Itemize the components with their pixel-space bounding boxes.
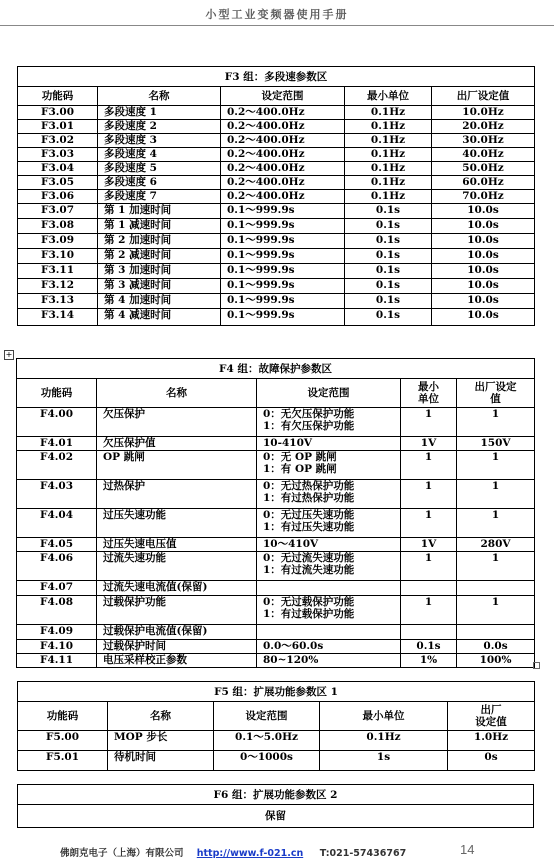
table-row <box>17 451 535 480</box>
table-cell: F3.10 <box>18 249 98 264</box>
column-header: 出厂设定 值 <box>457 379 535 408</box>
table-row <box>18 204 535 219</box>
table-row <box>18 309 535 326</box>
table-cell: 30.0Hz <box>432 134 535 148</box>
f3-caption: F3 组：多段速参数区 <box>18 67 535 87</box>
table-cell: 第 4 加速时间 <box>98 294 221 309</box>
f6-caption: F6 组：扩展功能参数区 2 <box>18 785 534 805</box>
table-cell: 150V <box>457 437 535 451</box>
table-cell: F4.09 <box>17 625 97 640</box>
header-rule <box>0 25 554 26</box>
table-cell: 0：无过流失速功能 1：有过流失速功能 <box>257 552 401 581</box>
table-cell: 0.1Hz <box>345 134 432 148</box>
column-header: 设定范围 <box>221 87 345 106</box>
table-row <box>17 437 535 451</box>
table-cell: 多段速度 1 <box>98 106 221 120</box>
column-header: 最小单位 <box>320 702 448 731</box>
column-header: 出厂 设定值 <box>448 702 535 731</box>
table-cell: F4.06 <box>17 552 97 581</box>
table-cell: 40.0Hz <box>432 148 535 162</box>
page-footer <box>60 845 406 859</box>
table-cell: F4.04 <box>17 509 97 538</box>
table-cell: F3.12 <box>18 279 98 294</box>
table-cell: 0.2～400.0Hz <box>221 148 345 162</box>
table-resize-handle-icon[interactable] <box>533 662 540 669</box>
column-header: 功能码 <box>17 379 97 408</box>
table-cell: F3.08 <box>18 219 98 234</box>
table-cell: 1 <box>457 480 535 509</box>
table-cell <box>457 581 535 596</box>
table-cell: 10.0s <box>432 219 535 234</box>
table-cell: 0.1s <box>345 264 432 279</box>
table-row <box>17 654 535 668</box>
table-cell: 第 3 减速时间 <box>98 279 221 294</box>
table-row <box>18 134 535 148</box>
table-cell: F3.09 <box>18 234 98 249</box>
table-cell: 第 1 加速时间 <box>98 204 221 219</box>
table-cell: 0.1Hz <box>320 731 448 751</box>
table-cell: 欠压保护值 <box>97 437 257 451</box>
footer-company: 佛朗克电子（上海）有限公司 <box>60 848 184 859</box>
table-cell <box>401 625 457 640</box>
f4-caption: F4 组：故障保护参数区 <box>17 359 535 379</box>
table-row <box>17 480 535 509</box>
f6-body: 保留 <box>18 805 534 828</box>
table-cell: F4.11 <box>17 654 97 668</box>
table-cell: F3.02 <box>18 134 98 148</box>
table-cell: 多段速度 3 <box>98 134 221 148</box>
f4-parameter-table <box>16 358 535 668</box>
table-cell: 0.1～999.9s <box>221 264 345 279</box>
column-header: 最小单位 <box>345 87 432 106</box>
table-cell: 0.1～999.9s <box>221 204 345 219</box>
table-cell: 0.0s <box>457 640 535 654</box>
table-cell: F3.01 <box>18 120 98 134</box>
table-cell: 0：无 OP 跳闸 1：有 OP 跳闸 <box>257 451 401 480</box>
table-row <box>18 190 535 204</box>
table-cell: F3.13 <box>18 294 98 309</box>
table-cell: F3.04 <box>18 162 98 176</box>
table-row <box>18 106 535 120</box>
table-row <box>17 596 535 625</box>
table-cell: 10.0s <box>432 234 535 249</box>
f5-caption: F5 组：扩展功能参数区 1 <box>18 682 535 702</box>
table-row <box>18 264 535 279</box>
table-cell: 280V <box>457 538 535 552</box>
table-cell <box>257 625 401 640</box>
table-cell: F3.07 <box>18 204 98 219</box>
table-cell: F5.00 <box>18 731 108 751</box>
table-cell: 0.1s <box>345 294 432 309</box>
table-cell: 过载保护电流值(保留) <box>97 625 257 640</box>
table-cell: 1 <box>401 596 457 625</box>
table-row <box>17 408 535 437</box>
table-cell: 第 2 减速时间 <box>98 249 221 264</box>
table-cell: 1s <box>320 751 448 771</box>
table-cell: 1V <box>401 437 457 451</box>
column-header: 功能码 <box>18 87 98 106</box>
table-move-handle-icon[interactable]: + <box>5 350 13 359</box>
table-row <box>18 279 535 294</box>
table-header-row <box>18 702 535 731</box>
table-row <box>18 294 535 309</box>
table-cell: F3.14 <box>18 309 98 326</box>
table-cell: 10.0s <box>432 249 535 264</box>
table-cell: F3.03 <box>18 148 98 162</box>
table-cell: 0.1～999.9s <box>221 219 345 234</box>
table-cell: 0：无过压失速功能 1：有过压失速功能 <box>257 509 401 538</box>
table-cell: 0.2～400.0Hz <box>221 120 345 134</box>
table-cell: 0：无欠压保护功能 1：有欠压保护功能 <box>257 408 401 437</box>
table-cell: 0.2～400.0Hz <box>221 190 345 204</box>
table-cell: 10.0Hz <box>432 106 535 120</box>
table-cell: 0.2～400.0Hz <box>221 134 345 148</box>
table-cell: 10-410V <box>257 437 401 451</box>
table-cell: F4.05 <box>17 538 97 552</box>
table-cell: 欠压保护 <box>97 408 257 437</box>
table-cell: 多段速度 6 <box>98 176 221 190</box>
table-row <box>18 249 535 264</box>
table-cell: 50.0Hz <box>432 162 535 176</box>
table-cell: 1 <box>457 451 535 480</box>
table-cell: 0.1～999.9s <box>221 309 345 326</box>
table-cell: 0.1s <box>345 249 432 264</box>
column-header: 名称 <box>108 702 214 731</box>
table-cell: 0.2～400.0Hz <box>221 106 345 120</box>
column-header: 名称 <box>97 379 257 408</box>
table-cell: 1 <box>457 509 535 538</box>
table-cell: 10.0s <box>432 309 535 326</box>
table-cell: 0.2～400.0Hz <box>221 176 345 190</box>
table-cell: 过流失速电流值(保留) <box>97 581 257 596</box>
table-cell: 0.1Hz <box>345 162 432 176</box>
table-cell: 80~120% <box>257 654 401 668</box>
table-cell <box>257 581 401 596</box>
table-row <box>17 581 535 596</box>
table-cell: 0.1s <box>401 640 457 654</box>
table-header-row <box>18 87 535 106</box>
table-cell: 多段速度 5 <box>98 162 221 176</box>
table-cell: 1V <box>401 538 457 552</box>
table-cell: 1% <box>401 654 457 668</box>
table-row <box>17 552 535 581</box>
table-cell: 0.1Hz <box>345 190 432 204</box>
table-cell: 过压失速功能 <box>97 509 257 538</box>
table-cell: 0.1Hz <box>345 148 432 162</box>
table-cell: 60.0Hz <box>432 176 535 190</box>
table-cell: 10.0s <box>432 204 535 219</box>
page-header-title: 小型工业变频器使用手册 <box>205 8 349 21</box>
table-cell: 过流失速功能 <box>97 552 257 581</box>
table-cell: F3.11 <box>18 264 98 279</box>
footer-url-link[interactable]: http://www.f-021.cn <box>196 848 304 859</box>
table-row <box>18 120 535 134</box>
table-cell: 1 <box>401 408 457 437</box>
table-cell: 多段速度 2 <box>98 120 221 134</box>
table-cell: 0.1～5.0Hz <box>214 731 320 751</box>
f3-parameter-table <box>17 66 535 326</box>
table-cell: 0.0～60.0s <box>257 640 401 654</box>
table-cell: 1 <box>401 480 457 509</box>
table-cell: F4.01 <box>17 437 97 451</box>
table-cell: 0.1～999.9s <box>221 234 345 249</box>
table-cell: 第 3 加速时间 <box>98 264 221 279</box>
table-cell: 第 4 减速时间 <box>98 309 221 326</box>
table-cell: 0.1s <box>345 279 432 294</box>
column-header: 名称 <box>98 87 221 106</box>
table-row <box>18 751 535 771</box>
table-cell: 0.1Hz <box>345 106 432 120</box>
table-cell: 70.0Hz <box>432 190 535 204</box>
table-cell: F4.08 <box>17 596 97 625</box>
f6-parameter-table <box>17 784 534 828</box>
table-cell: 第 1 减速时间 <box>98 219 221 234</box>
table-cell: 过压失速电压值 <box>97 538 257 552</box>
table-cell: F4.10 <box>17 640 97 654</box>
table-cell: OP 跳闸 <box>97 451 257 480</box>
table-cell: F3.05 <box>18 176 98 190</box>
table-cell: F5.01 <box>18 751 108 771</box>
table-cell: 0.1s <box>345 234 432 249</box>
table-header-row <box>17 379 535 408</box>
table-row <box>18 162 535 176</box>
footer-tel: T:021-57436767 <box>319 848 407 859</box>
table-cell: 10.0s <box>432 279 535 294</box>
table-cell: 电压采样校正参数 <box>97 654 257 668</box>
table-row <box>18 219 535 234</box>
table-cell: 1 <box>457 408 535 437</box>
table-row <box>18 148 535 162</box>
table-cell: 0：无过热保护功能 1：有过热保护功能 <box>257 480 401 509</box>
table-cell: F3.00 <box>18 106 98 120</box>
table-cell: 0.1Hz <box>345 120 432 134</box>
table-row <box>17 509 535 538</box>
table-cell: 1.0Hz <box>448 731 535 751</box>
table-cell: 过热保护 <box>97 480 257 509</box>
table-cell: F4.00 <box>17 408 97 437</box>
table-cell: F3.06 <box>18 190 98 204</box>
table-row <box>18 234 535 249</box>
page-number: 14 <box>460 842 475 857</box>
table-cell: F4.02 <box>17 451 97 480</box>
table-cell: 过载保护时间 <box>97 640 257 654</box>
table-cell: 1 <box>457 552 535 581</box>
table-cell: 多段速度 7 <box>98 190 221 204</box>
table-cell <box>457 625 535 640</box>
table-cell <box>401 581 457 596</box>
table-cell: 10～410V <box>257 538 401 552</box>
table-cell: 0s <box>448 751 535 771</box>
table-cell: 0.1Hz <box>345 176 432 190</box>
table-cell: 第 2 加速时间 <box>98 234 221 249</box>
table-cell: 10.0s <box>432 264 535 279</box>
table-cell: 100% <box>457 654 535 668</box>
column-header: 出厂设定值 <box>432 87 535 106</box>
table-row <box>18 731 535 751</box>
table-cell: 0.1s <box>345 219 432 234</box>
table-cell: 0～1000s <box>214 751 320 771</box>
table-cell: MOP 步长 <box>108 731 214 751</box>
table-row <box>18 176 535 190</box>
table-cell: 过载保护功能 <box>97 596 257 625</box>
table-cell: 0.1～999.9s <box>221 249 345 264</box>
table-cell: 1 <box>401 552 457 581</box>
column-header: 设定范围 <box>257 379 401 408</box>
table-cell: 1 <box>401 509 457 538</box>
table-cell: F4.07 <box>17 581 97 596</box>
table-cell: 0：无过载保护功能 1：有过载保护功能 <box>257 596 401 625</box>
table-cell: 0.1s <box>345 309 432 326</box>
column-header: 设定范围 <box>214 702 320 731</box>
table-cell: 1 <box>457 596 535 625</box>
table-cell: 多段速度 4 <box>98 148 221 162</box>
table-cell: F4.03 <box>17 480 97 509</box>
table-row <box>17 640 535 654</box>
table-cell: 0.2～400.0Hz <box>221 162 345 176</box>
table-cell: 1 <box>401 451 457 480</box>
f5-parameter-table <box>17 681 535 771</box>
table-cell: 20.0Hz <box>432 120 535 134</box>
table-cell: 10.0s <box>432 294 535 309</box>
table-row <box>17 538 535 552</box>
table-cell: 0.1～999.9s <box>221 279 345 294</box>
table-cell: 0.1s <box>345 204 432 219</box>
table-row <box>17 625 535 640</box>
column-header: 功能码 <box>18 702 108 731</box>
column-header: 最小 单位 <box>401 379 457 408</box>
table-cell: 0.1～999.9s <box>221 294 345 309</box>
table-cell: 待机时间 <box>108 751 214 771</box>
